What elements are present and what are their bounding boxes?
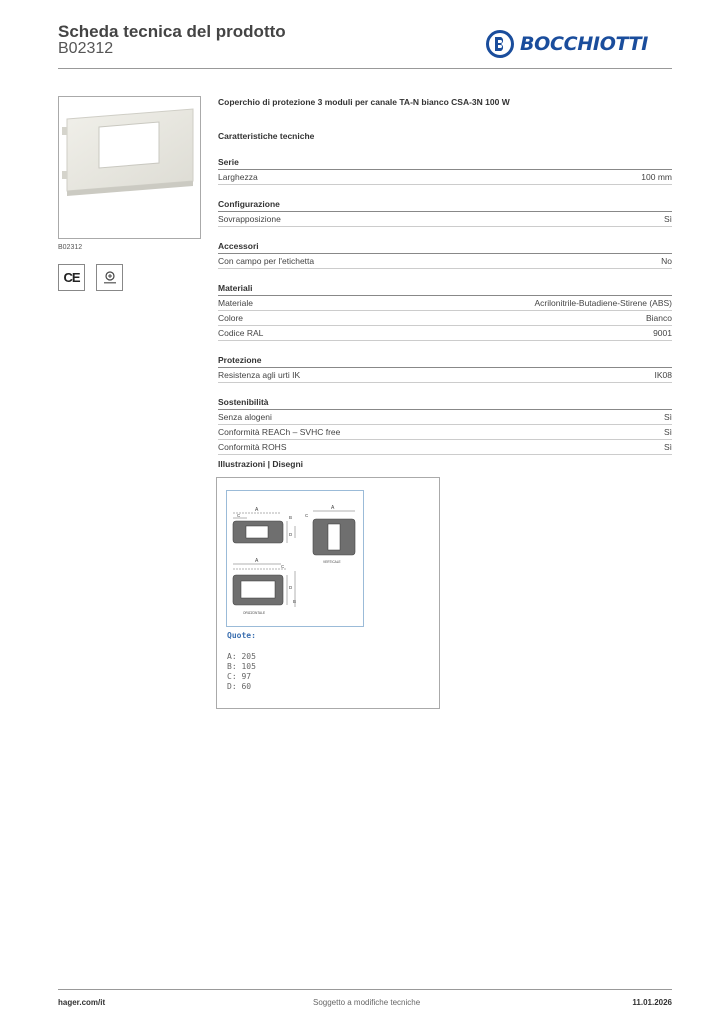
spec-row: [218, 170, 672, 185]
page-title: Scheda tecnica del prodotto: [58, 22, 286, 41]
spec-row: [218, 296, 672, 311]
dim-label-c-vert: C: [305, 513, 309, 518]
photo-caption: B02312: [58, 244, 83, 251]
spec-row: [218, 440, 672, 455]
dimension-item: C: 97: [227, 672, 252, 681]
spec-value: Sì: [663, 427, 672, 437]
spec-label: Conformità REACh – SVHC free: [218, 427, 341, 437]
brand-name: BOCCHIOTTI: [520, 33, 649, 55]
dim-label-a-bottom: A: [255, 558, 259, 564]
footer-divider: [58, 989, 672, 990]
spec-value: Sì: [663, 214, 672, 224]
dim-label-b-top: B: [289, 515, 293, 520]
spec-group-title: Accessori: [218, 241, 259, 251]
dim-label-d-bottom: D: [289, 585, 293, 590]
dim-label-a: A: [255, 507, 259, 513]
spec-group-sostenibilita: [218, 397, 672, 455]
specs-section-title: Caratteristiche tecniche: [218, 131, 315, 141]
spec-group-title: Materiali: [218, 283, 253, 293]
spec-label: Senza alogeni: [218, 412, 272, 422]
ce-mark-icon: [58, 264, 85, 291]
spec-group-title: Sostenibilità: [218, 397, 269, 407]
spec-group-protezione: [218, 355, 672, 383]
spec-value: 100 mm: [641, 172, 672, 182]
spec-row: [218, 311, 672, 326]
product-cover-image: [59, 97, 200, 238]
spec-group-configurazione: [218, 199, 672, 227]
spec-row: [218, 425, 672, 440]
spec-value: Sì: [663, 442, 672, 452]
product-code-heading: B02312: [58, 40, 114, 57]
spec-label: Codice RAL: [218, 328, 264, 338]
bocchiotti-logo-mark-icon: [486, 30, 514, 58]
spec-group-accessori: [218, 241, 672, 269]
spec-label: Sovrapposizione: [218, 214, 281, 224]
ce-mark-text: CE: [63, 270, 80, 285]
dimensions-list: [227, 652, 256, 692]
spec-value: IK08: [654, 370, 672, 380]
bocchiotti-logo: [486, 30, 648, 58]
spec-row: [218, 254, 672, 269]
spec-group-materiali: [218, 283, 672, 341]
product-photo: [58, 96, 201, 239]
spec-label: Larghezza: [218, 172, 258, 182]
dimensions-title: Quote:: [227, 631, 256, 640]
spec-value: Acrilonitrile-Butadiene-Stirene (ABS): [534, 298, 672, 308]
dimension-item: D: 60: [227, 682, 252, 691]
specs-groups: [218, 157, 672, 469]
dim-label-a-vert: A: [331, 505, 335, 511]
footer-disclaimer: Soggetto a modifiche tecniche: [313, 998, 421, 1007]
footer-date: 11.01.2026: [632, 998, 672, 1007]
label-orizzontale: ORIZZONTALE: [243, 611, 266, 615]
spec-value: 9001: [653, 328, 672, 338]
dimension-item: B: 105: [227, 662, 256, 671]
header-divider: [58, 68, 672, 69]
dim-label-d-top: D: [289, 532, 293, 537]
dimension-drawing: [226, 490, 364, 627]
spec-row: [218, 368, 672, 383]
spec-group-serie: [218, 157, 672, 185]
imq-mark-icon: [96, 264, 123, 291]
spec-row: [218, 212, 672, 227]
spec-group-title: Serie: [218, 157, 239, 167]
dim-label-c: C: [237, 513, 241, 518]
dimension-item: A: 205: [227, 652, 256, 661]
spec-label: Materiale: [218, 298, 253, 308]
spec-group-title: Configurazione: [218, 199, 280, 209]
spec-label: Con campo per l'etichetta: [218, 256, 315, 266]
spec-value: Bianco: [646, 313, 672, 323]
spec-row: [218, 410, 672, 425]
spec-value: Sì: [663, 412, 672, 422]
spec-group-title: Protezione: [218, 355, 262, 365]
dim-label-c-bottom: C: [281, 564, 285, 569]
spec-row: [218, 326, 672, 341]
label-verticale: VERTICALE: [323, 560, 341, 564]
product-description: Coperchio di protezione 3 moduli per canale TA-N bianco CSA-3N 100 W: [218, 97, 510, 107]
spec-label: Colore: [218, 313, 244, 323]
spec-label: Conformità ROHS: [218, 442, 287, 452]
illustrations-title: Illustrazioni | Disegni: [218, 459, 304, 469]
dim-label-b-bottom: B: [293, 599, 297, 604]
spec-value: No: [661, 256, 672, 266]
footer-website[interactable]: hager.com/it: [58, 998, 106, 1007]
spec-label: Resistenza agli urti IK: [218, 370, 301, 380]
